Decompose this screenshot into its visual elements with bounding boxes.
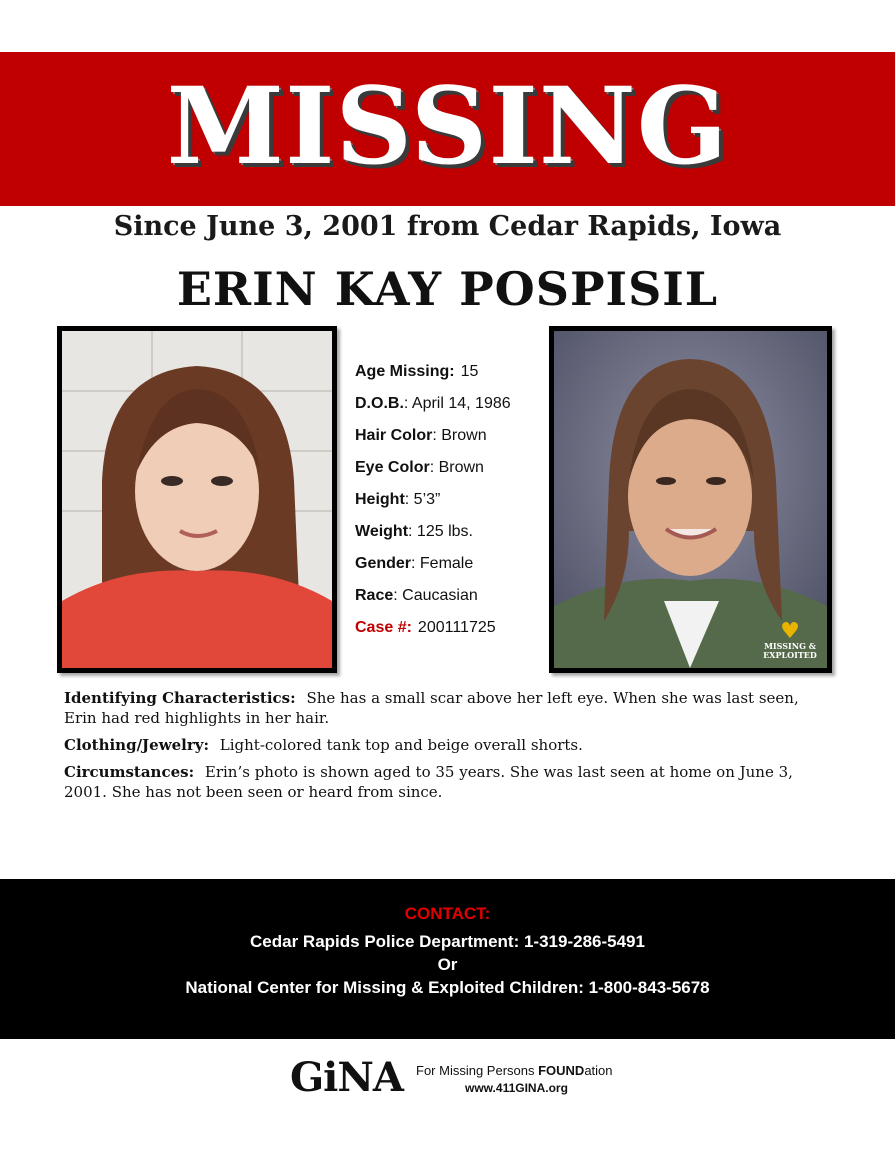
detail-age-missing — [355, 362, 545, 394]
contact-or: Or — [437, 955, 458, 974]
identifying-label: Identifying Characteristics: — [64, 689, 296, 707]
ncmec-badge — [761, 620, 819, 660]
detail-label: Race — [355, 587, 394, 604]
tagline-bold: FOUND — [538, 1063, 585, 1078]
identifying-text: She has a small scar above her left eye. When she was last seen, Erin had red highlights in her hair. — [64, 689, 799, 727]
detail-label: Case #: — [355, 619, 412, 636]
detail-gender — [355, 554, 545, 586]
footer — [290, 1054, 630, 1101]
description-section — [64, 688, 834, 809]
detail-value: : Female — [411, 555, 474, 572]
tagline-suffix: ation — [584, 1063, 613, 1078]
circumstances — [64, 762, 834, 802]
detail-label: Height — [355, 491, 405, 508]
detail-label: Eye Color — [355, 459, 430, 476]
detail-value: 200111725 — [417, 619, 496, 636]
photo-at-disappearance — [57, 326, 337, 673]
identifying-characteristics — [64, 688, 834, 728]
person-name: ERIN KAY POSPISIL — [176, 262, 719, 316]
clothing-text: Light-colored tank top and beige overall shorts. — [219, 736, 583, 754]
detail-height — [355, 490, 545, 522]
circumstances-text: Erin’s photo is shown aged to 35 years. She was last seen at home on June 3, 2001. She has not been seen or heard from since. — [64, 763, 793, 801]
detail-label: Hair Color — [355, 427, 433, 444]
gina-tagline — [416, 1063, 613, 1078]
detail-value: : Brown — [429, 459, 484, 476]
missing-since-line: Since June 3, 2001 from Cedar Rapids, Iowa — [113, 211, 782, 242]
detail-hair-color — [355, 426, 545, 458]
detail-value: : Caucasian — [393, 587, 478, 604]
clothing-jewelry — [64, 735, 834, 755]
detail-race — [355, 586, 545, 618]
detail-eye-color — [355, 458, 545, 490]
badge-heart-icon: ♥ — [780, 618, 800, 644]
person-photo-image — [62, 331, 332, 668]
detail-case-number — [355, 618, 545, 650]
detail-label: Weight — [355, 523, 409, 540]
detail-value: : Brown — [432, 427, 487, 444]
circumstances-label: Circumstances: — [64, 763, 195, 781]
gina-url[interactable]: www.411GINA.org — [465, 1081, 568, 1095]
missing-banner — [0, 52, 895, 206]
tagline-prefix: For Missing Persons — [416, 1063, 539, 1078]
detail-value: 15 — [460, 363, 479, 380]
contact-section — [0, 879, 895, 1039]
clothing-label: Clothing/Jewelry: — [64, 736, 209, 754]
contact-ncmec: National Center for Missing & Exploited Children: 1-800-843-5678 — [185, 978, 710, 997]
badge-line1: MISSING & — [764, 641, 816, 651]
banner-title: MISSING — [166, 63, 729, 188]
detail-label: Age Missing: — [355, 363, 455, 380]
detail-value: : 5’3” — [404, 491, 441, 508]
detail-label: Gender — [355, 555, 412, 572]
contact-police: Cedar Rapids Police Department: 1-319-286-5491 — [250, 932, 645, 951]
detail-dob — [355, 394, 545, 426]
badge-line2: EXPLOITED — [763, 650, 817, 660]
detail-weight — [355, 522, 545, 554]
detail-value: : 125 lbs. — [408, 523, 473, 540]
contact-title: CONTACT: — [404, 904, 491, 923]
detail-value: : April 14, 1986 — [403, 395, 511, 412]
age-progressed-photo — [549, 326, 832, 673]
detail-label: D.O.B. — [355, 395, 404, 412]
gina-logo: GiNA — [290, 1054, 403, 1101]
details-list — [355, 362, 545, 650]
